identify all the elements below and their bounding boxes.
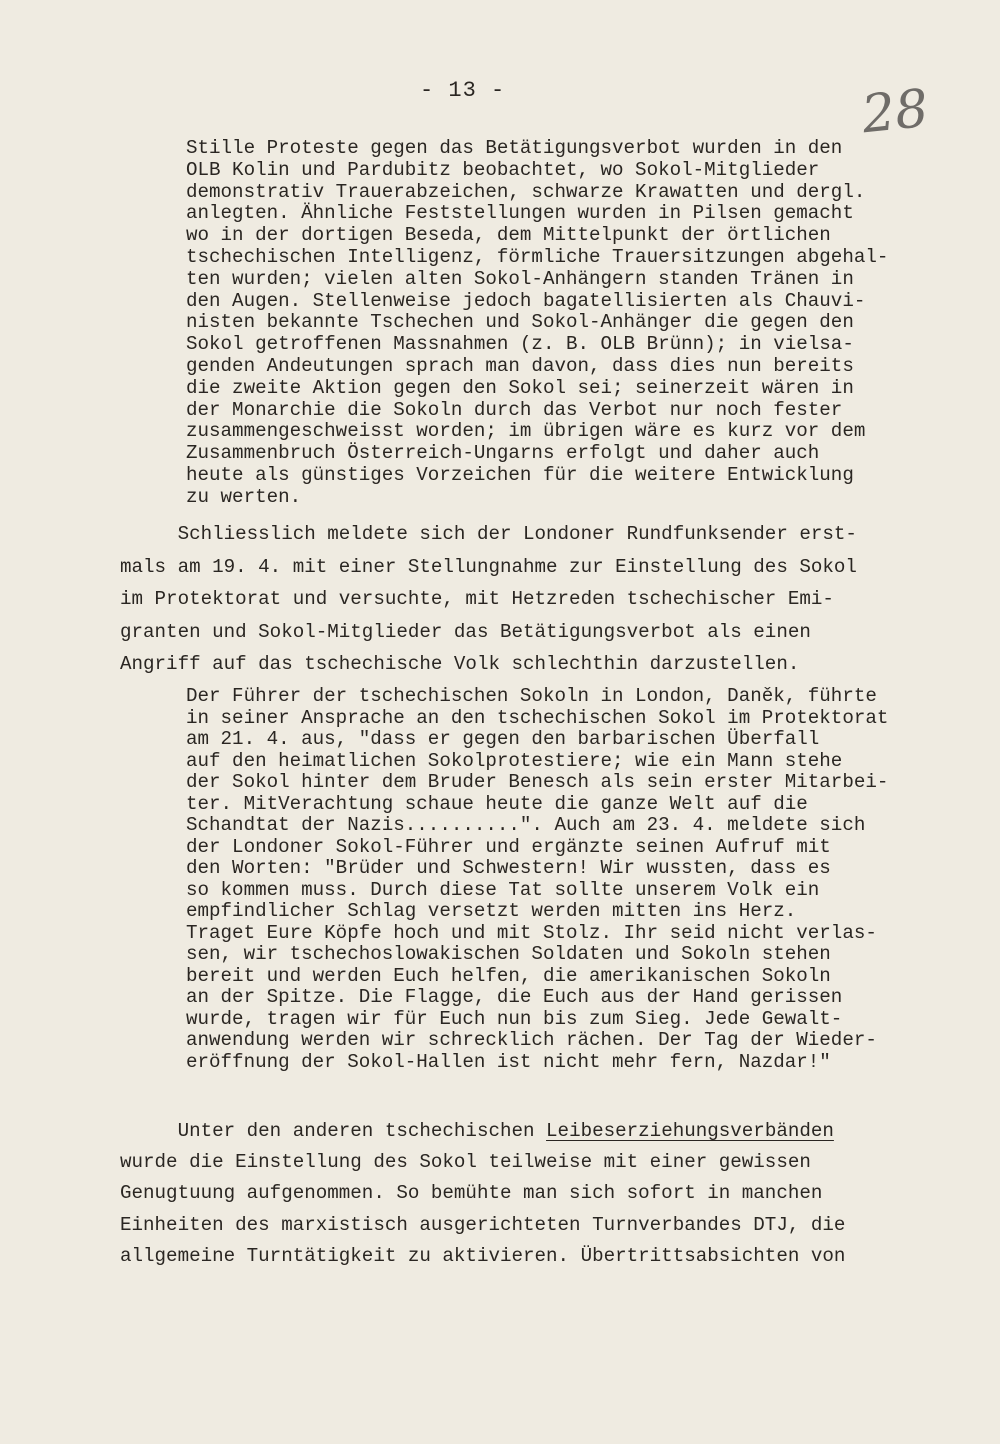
paragraph-text: Unter den anderen tschechischen: [120, 1120, 547, 1142]
paragraph-silent-protests: Stille Proteste gegen das Betätigungsverbot wurden in den OLB Kolin und Pardubitz beobachtet, wo Sokol-Mitglieder demonstrativ Trauerabzeichen, schwarze Krawatten und dergl. anlegten. Ähnliche Feststellungen wurden in Pilsen gemacht wo in der dortigen Beseda, dem Mittelpunkt der örtlichen tschechischen Intelligenz, förmliche Trauersitzungen abgehal- ten wurden; vielen alten Sokol-Anhängern standen Tränen in den Augen. Stellenweise jedoch bagatellisierten als Chauvi- nisten bekannte Tschechen und Sokol-Anhänger die gegen den Sokol getroffenen Massnahmen (z. B. OLB Brünn); in vielsa- genden Andeutungen sprach man davon, dass dies nun bereits die zweite Aktion gegen den Sokol sei; seinerzeit wären in der Monarchie die Sokoln durch das Verbot nur noch fester zusammengeschweisst worden; im übrigen wäre es kurz vor dem Zusammenbruch Österreich-Ungarns erfolgt und daher auch heute als günstiges Vorzeichen für die weitere Entwicklung zu werten.: [186, 137, 889, 508]
paragraph-danek-quote: Der Führer der tschechischen Sokoln in London, Daněk, führte in seiner Ansprache an den tschechischen Sokol im Protektorat am 21. 4. aus, "dass er gegen den barbarischen Überfall auf den heimatlichen Sokolprotestiere; wie ein Mann stehe der Sokol hinter dem Bruder Benesch als sein erster Mitarbei- ter. MitVerachtung schaue heute die ganze Welt auf die Schandtat der Nazis..........". Auch am 23. 4. meldete sich der Londoner Sokol-Führer und ergänzte seinen Aufruf mit den Worten: "Brüder und Schwestern! Wir wussten, dass es so kommen muss. Durch diese Tat sollte unserem Volk ein empfindlicher Schlag versetzt werden mitten ins Herz. Traget Eure Köpfe hoch und mit Stolz. Ihr seid nicht verlas- sen, wir tschechoslowakischen Soldaten und Sokoln stehen bereit und werden Euch helfen, die amerikanischen Sokoln an der Spitze. Die Flagge, die Euch aus der Hand gerissen wurde, tragen wir für Euch nun bis zum Sieg. Jede Gewalt- anwendung werden wir schrecklich rächen. Der Tag der Wieder- eröffnung der Sokol-Hallen ist nicht mehr fern, Nazdar!": [186, 685, 889, 1073]
paragraph-london-radio: Schliesslich meldete sich der Londoner Rundfunksender erst- mals am 19. 4. mit einer Stellungnahme zur Einstellung des Sokol im Protektorat und versuchte, mit Hetzreden tschechischer Emi- granten und Sokol-Mitglieder das Betätigungsverbot als einen Angriff auf das tschechische Volk schlechthin darzustellen.: [120, 523, 857, 675]
underlined-term: Leibeserziehungsverbänden: [546, 1120, 834, 1142]
paragraph-text: wurde die Einstellung des Sokol teilweise mit einer gewissen Genugtuung aufgenommen. So bemühte man sich sofort in manchen Einheiten des marxistisch ausgerichteten Turnverbandes DTJ, die allgemeine Turntätigkeit zu aktivieren. Übertrittsabsichten von: [120, 1151, 846, 1267]
paragraph-other-associations: [120, 1116, 845, 1272]
handwritten-folio-number: 28: [859, 78, 932, 146]
page-number: - 13 -: [420, 78, 506, 103]
